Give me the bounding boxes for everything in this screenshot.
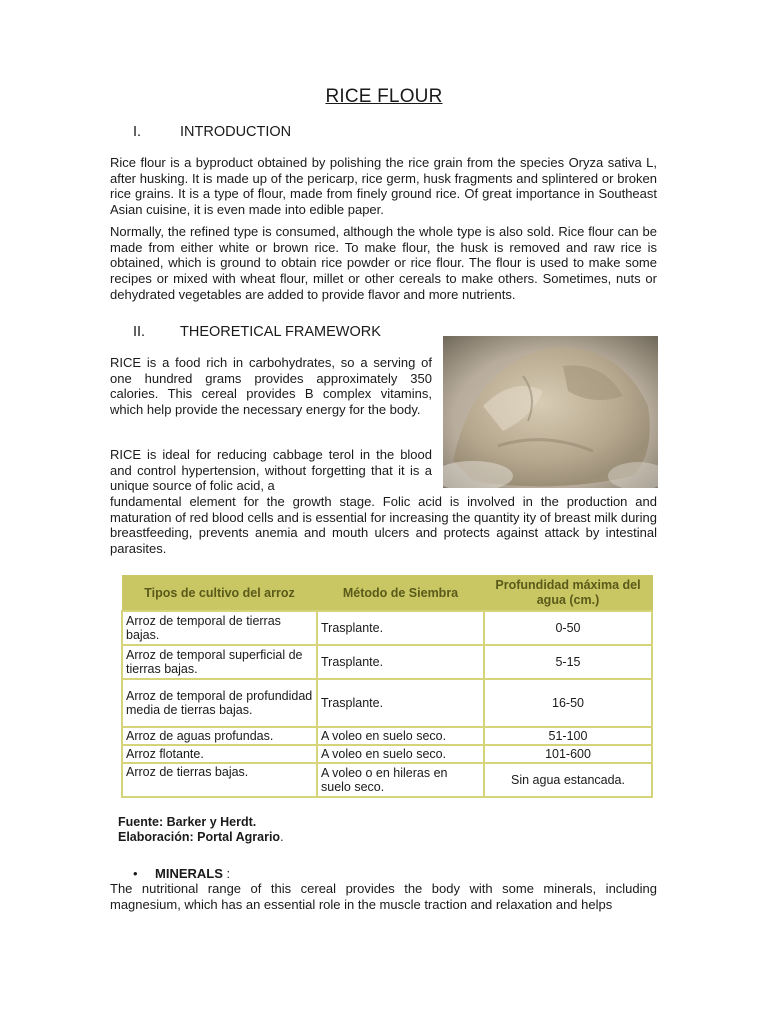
table-cell: Sin agua estancada.	[484, 763, 652, 797]
rice-cultivation-table	[121, 575, 651, 798]
table-cell: 101-600	[484, 745, 652, 763]
table-cell: Arroz de temporal de tierras bajas.	[122, 611, 317, 645]
table-cell: Trasplante.	[317, 611, 484, 645]
table-row	[122, 611, 652, 645]
section-number: I.	[133, 124, 142, 140]
table-cell: Trasplante.	[317, 645, 484, 679]
table-row	[122, 679, 652, 727]
table-header-row	[122, 576, 652, 612]
table-header: Profundidad máxima del agua (cm.)	[484, 576, 652, 612]
framework-paragraph-1: RICE is a food rich in carbohydrates, so a serving of one hundred grams provides approximately 350 calories. This cereal provides B complex vitamins, which help provide the necessary energy for the body.	[110, 355, 432, 418]
source-elaboracion-text: Elaboración: Portal Agrario	[118, 830, 281, 844]
minerals-paragraph: The nutritional range of this cereal provides the body with some minerals, including magnesium, which has an essential role in the muscle traction and relaxation and helps	[110, 881, 657, 912]
intro-paragraph-1: Rice flour is a byproduct obtained by polishing the rice grain from the species Oryza sativa L, after husking. It is made up of the pericarp, rice germ, husk fragments and splintered or broken rice grains. It is a type of flour, made from finely ground rice. Of great importance in Southeast Asian cuisine, it is even made into edible paper.	[110, 155, 657, 218]
table-row	[122, 763, 652, 797]
rice-flour-photo	[443, 336, 658, 488]
section-title: THEORETICAL FRAMEWORK	[180, 324, 381, 340]
table-cell: 16-50	[484, 679, 652, 727]
table-cell: Arroz de aguas profundas.	[122, 727, 317, 745]
table-row	[122, 745, 652, 763]
table-cell: 0-50	[484, 611, 652, 645]
table-header: Método de Siembra	[317, 576, 484, 612]
bullet-icon: •	[133, 866, 138, 881]
table-cell: A voleo o en hileras en suelo seco.	[317, 763, 484, 797]
framework-paragraph-2b: fundamental element for the growth stage. Folic acid is involved in the production and maturation of red blood cells and is essential for increasing the quantity ity of breast milk during breastfeeding, prevents anemia and mouth ulcers and protects against attack by intestinal parasites.	[110, 494, 657, 557]
table-cell: A voleo en suelo seco.	[317, 727, 484, 745]
framework-paragraph-2a: RICE is ideal for reducing cabbage terol in the blood and control hypertension, without forgetting that it is a unique source of folic acid, a	[110, 447, 432, 494]
document-title: RICE FLOUR	[325, 86, 443, 107]
table-cell: 5-15	[484, 645, 652, 679]
table-cell: Arroz de tierras bajas.	[122, 763, 317, 797]
table-row	[122, 645, 652, 679]
minerals-bullet	[133, 866, 230, 881]
table-cell: Arroz de temporal superficial de tierras bajas.	[122, 645, 317, 679]
source-period: .	[280, 830, 284, 844]
intro-paragraph-2: Normally, the refined type is consumed, although the whole type is also sold. Rice flour can be made from either white or brown rice. To make flour, the husk is removed and raw rice is obtained, which is ground to obtain rice powder or rice flour. The flour is used to make some recipes or mixed with wheat flour, millet or other cereals to make others. Sometimes, nuts or dehydrated vegetables are added to provide flavor and more nutrients.	[110, 224, 657, 302]
source-fuente: Fuente: Barker y Herdt.	[118, 815, 257, 829]
table-cell: A voleo en suelo seco.	[317, 745, 484, 763]
section-heading-framework	[133, 324, 381, 340]
table-source	[118, 815, 284, 845]
minerals-label: MINERALS	[155, 866, 223, 881]
source-elaboracion	[118, 830, 284, 845]
table-cell: Arroz flotante.	[122, 745, 317, 763]
section-title: INTRODUCTION	[180, 124, 292, 140]
table-cell: Arroz de temporal de profundidad media de tierras bajas.	[122, 679, 317, 727]
table-header: Tipos de cultivo del arroz	[122, 576, 317, 612]
table-row	[122, 727, 652, 745]
minerals-suffix: :	[222, 866, 231, 881]
table-cell: Trasplante.	[317, 679, 484, 727]
table-cell: 51-100	[484, 727, 652, 745]
section-number: II.	[133, 324, 146, 340]
section-heading-introduction	[133, 124, 291, 140]
